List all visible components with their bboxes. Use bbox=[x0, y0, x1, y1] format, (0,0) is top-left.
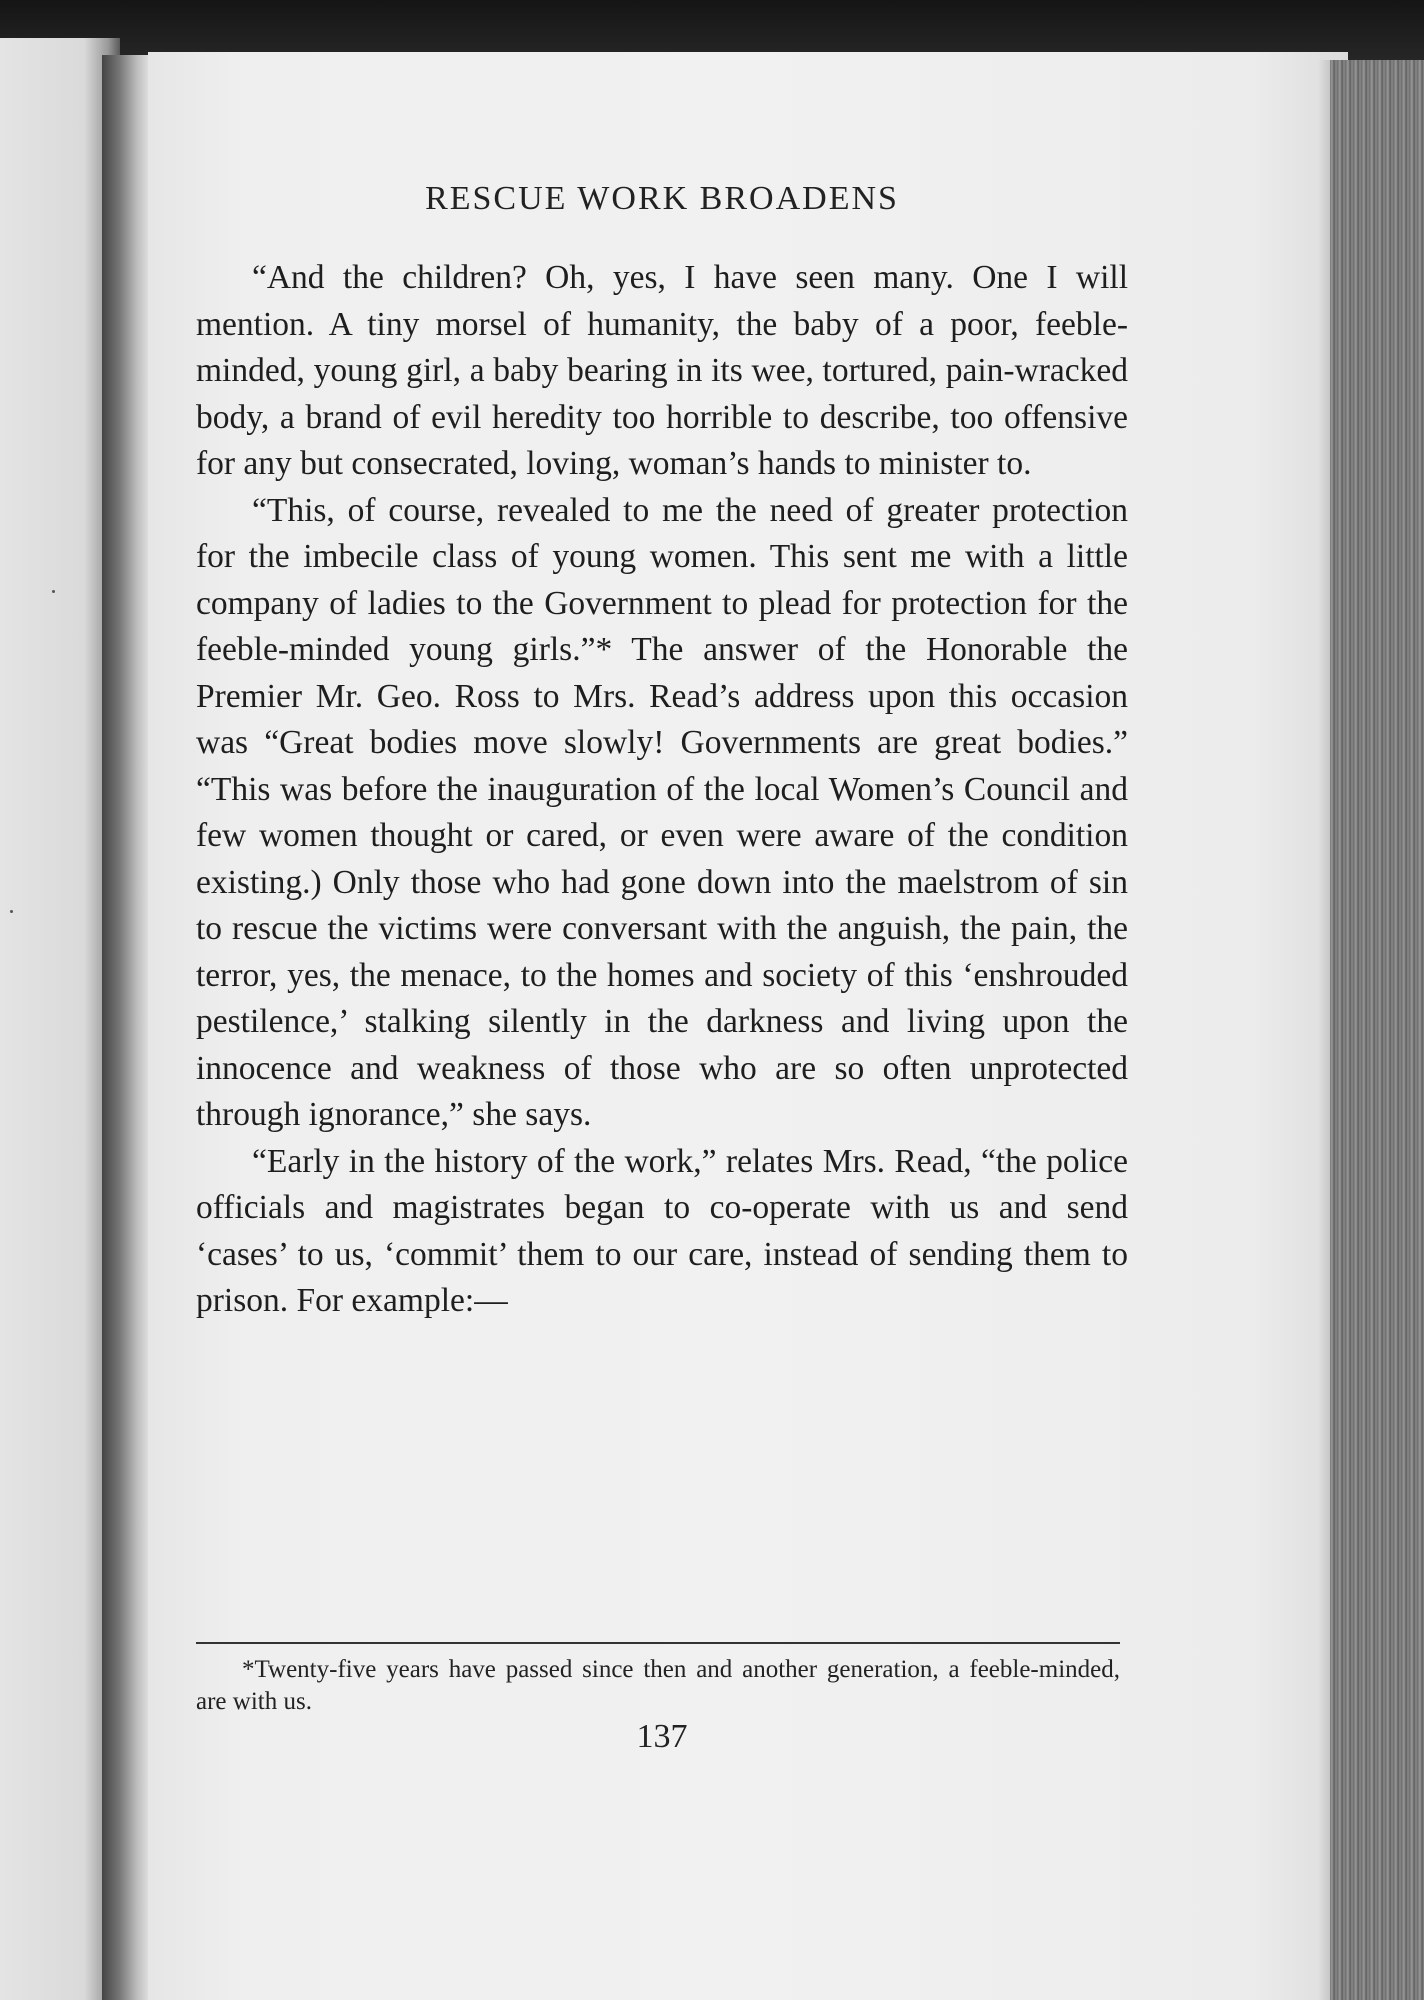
book-gutter bbox=[102, 55, 152, 2000]
page-edges bbox=[1330, 60, 1424, 2000]
running-head: RESCUE WORK BROADENS bbox=[425, 180, 899, 217]
scan-background bbox=[0, 0, 1424, 60]
paragraph: “Early in the history of the work,” relates Mrs. Read, “the police officials and magistrates began to co-operate with us and send ‘cases’ to us, ‘commit’ them to our care, instead of sending them to prison. For example:— bbox=[196, 1142, 1128, 1319]
paragraph: “This, of course, revealed to me the need of greater protection for the imbecile class of young women. This sent me with a little company of ladies to the Government to plead for protection for the feeble-minded young girls.”* The answer of the Honorable the Premier Mr. Geo. Ross to Mrs. Read’s address upon this occasion was “Great bodies move slowly! Governments are great bodies.” “This was before the inauguration of the local Women’s Council and few women thought or cared, or even were aware of the condition existing.) Only those who had gone down into the maelstrom of sin to rescue the victims were conversant with the anguish, the pain, the terror, yes, the menace, to the homes and society of this ‘enshrouded pestilence,’ stalking silently in the darkness and living upon the innocence and weakness of those who are so often unprotected through ignorance,” she says. bbox=[196, 491, 1128, 1133]
dust-speck bbox=[10, 910, 13, 913]
page-number: 137 bbox=[636, 1718, 688, 1755]
paragraph: “And the children? Oh, yes, I have seen many. One I will mention. A tiny morsel of humanity, the baby of a poor, feeble-minded, young girl, a baby bearing in its wee, tortured, pain-wracked body, a brand of evil heredity too horrible to describe, too offensive for any but consecrated, loving, woman’s hands to minister to. bbox=[196, 259, 1128, 482]
footnote-text: *Twenty-five years have passed since then and another generation, a feeble-minded, are with us. bbox=[196, 1656, 1120, 1715]
dust-speck bbox=[52, 590, 55, 593]
footnote bbox=[196, 1654, 1120, 1718]
body-text bbox=[196, 255, 1128, 1325]
footnote-rule bbox=[196, 1642, 1120, 1644]
